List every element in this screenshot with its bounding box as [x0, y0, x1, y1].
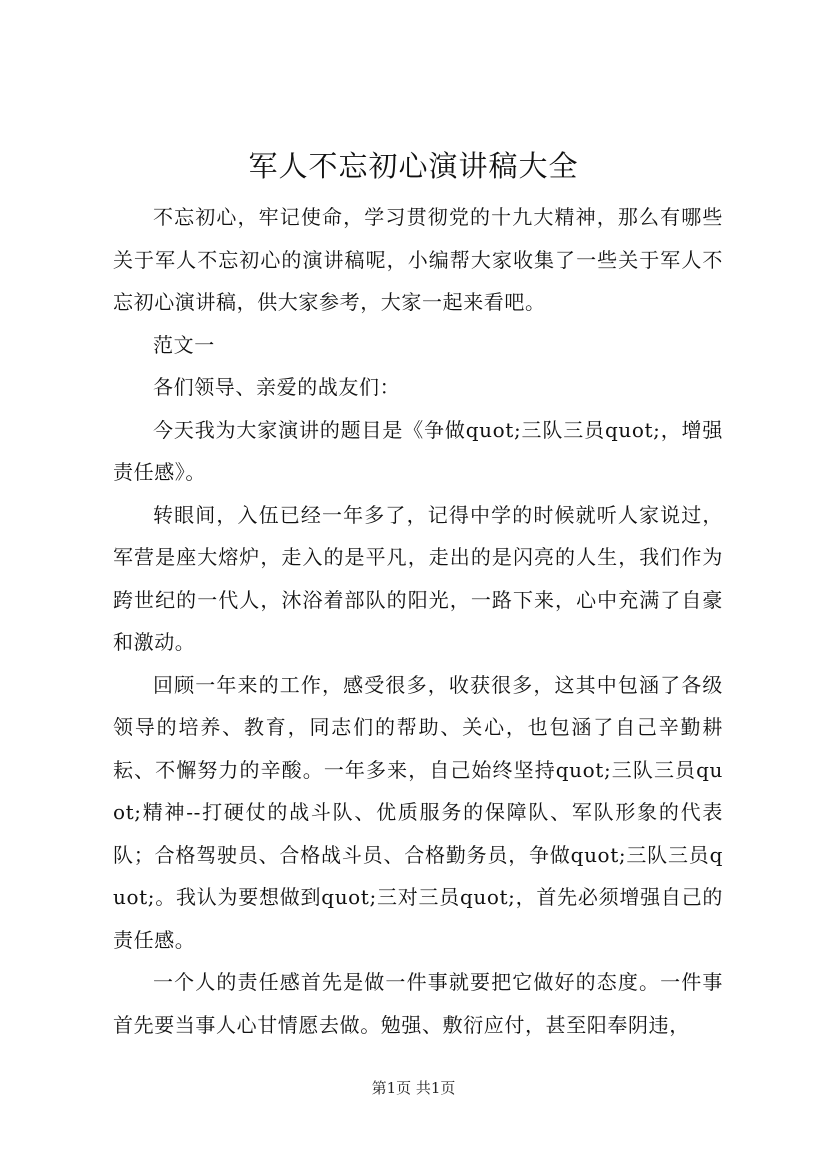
paragraph-review: 回顾一年来的工作，感受很多，收获很多，这其中包涵了各级领导的培养、教育，同志们的帮助、关心，也包涵了自己辛勤耕耘、不懈努力的辛酸。一年多来，自己始终坚持quot;三队三员quot;精神--打硬仗的战斗队、优质服务的保障队、军队形象的代表队；合格驾驶员、合格战斗员、合格勤务员，争做quot;三队三员quot;。我认为要想做到quot;三对三员quot;，首先必须增强自己的责任感。 — [113, 672, 723, 952]
paragraph-sample-heading: 范文一 — [153, 332, 215, 357]
paragraph-responsibility: 一个人的责任感首先是做一件事就要把它做好的态度。一件事首先要当事人心甘情愿去做。勉强、敷衍应付，甚至阳奉阴违， — [113, 970, 723, 1037]
document-body — [113, 196, 723, 1046]
document-title: 军人不忘初心演讲稿大全 — [248, 149, 579, 183]
paragraph-enlistment: 转眼间，入伍已经一年多了，记得中学的时候就听人家说过，军营是座大熔炉，走入的是平凡，走出的是闪亮的人生，我们作为跨世纪的一代人，沐浴着部队的阳光，一路下来，心中充满了自豪和激动。 — [113, 502, 723, 654]
paragraph-topic: 今天我为大家演讲的题目是《争做quot;三队三员quot;，增强责任感》。 — [113, 417, 723, 484]
paragraph-intro: 不忘初心，牢记使命，学习贯彻党的十九大精神，那么有哪些关于军人不忘初心的演讲稿呢，小编帮大家收集了一些关于军人不忘初心演讲稿，供大家参考，大家一起来看吧。 — [113, 205, 723, 314]
page-footer: 第1页 共1页 — [371, 1079, 456, 1097]
paragraph-salutation: 各们领导、亲爱的战友们： — [153, 375, 401, 399]
